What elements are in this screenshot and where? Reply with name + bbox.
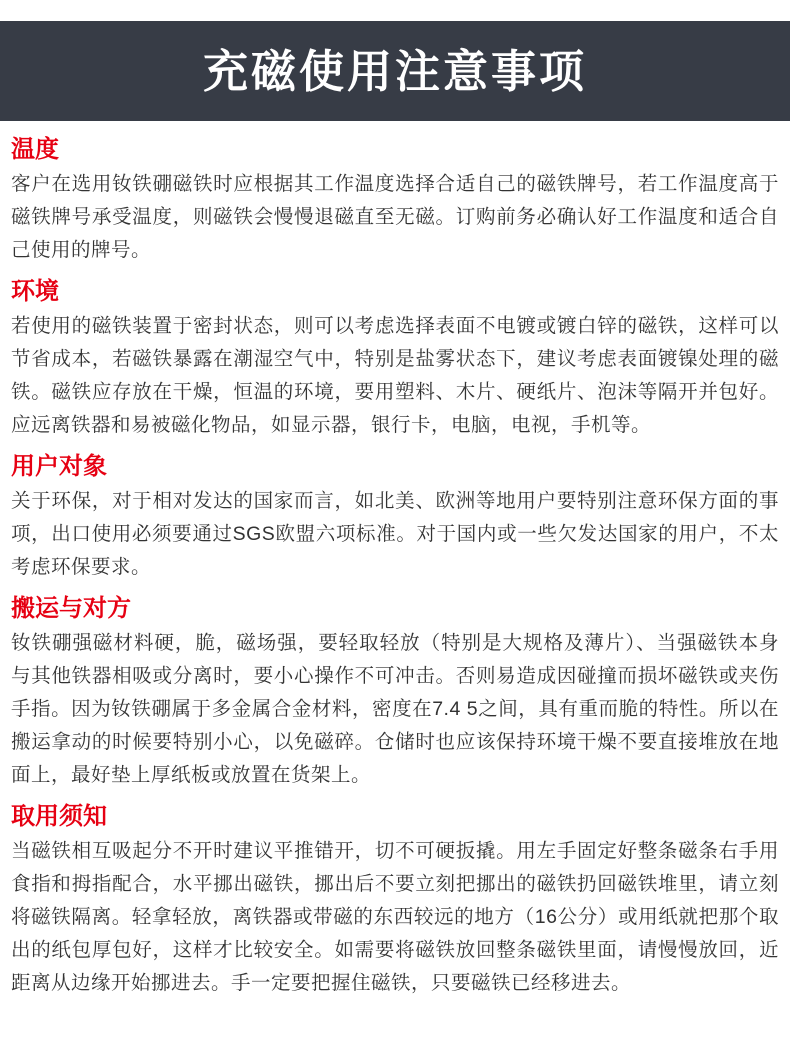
section-body-retrieval-notes: 当磁铁相互吸起分不开时建议平推错开，切不可硬扳撬。用左手固定好整条磁条右手用食指和拇指配合，水平挪出磁铁，挪出后不要立刻把挪出的磁铁扔回磁铁堆里，请立刻将磁铁隔离。轻拿轻放，离铁器或带磁的东西较远的地方（16公分）或用纸就把那个取出的纸包厚包好，这样才比较安全。如需要将磁铁放回整条磁铁里面，请慢慢放回，近距离从边缘开始挪进去。手一定要把握住磁铁，只要磁铁已经移进去。 [11, 840, 779, 994]
section-heading-environment: 环境 [11, 278, 59, 305]
section-temperature [11, 135, 779, 267]
section-body-environment: 若使用的磁铁装置于密封状态，则可以考虑选择表面不电镀或镀白锌的磁铁，这样可以节省成本，若磁铁暴露在潮湿空气中，特别是盐雾状态下，建议考虑表面镀镍处理的磁铁。磁铁应存放在干燥，恒温的环境，要用塑料、木片、硬纸片、泡沫等隔开并包好。应远离铁器和易被磁化物品，如显示器，银行卡，电脑，电视，手机等。 [11, 315, 779, 436]
section-user-audience [11, 452, 779, 584]
title-banner [0, 21, 790, 121]
section-body-temperature: 客户在选用钕铁硼磁铁时应根据其工作温度选择合适自己的磁铁牌号，若工作温度高于磁铁牌号承受温度，则磁铁会慢慢退磁直至无磁。订购前务必确认好工作温度和适合自己使用的牌号。 [11, 173, 779, 261]
section-handling [11, 594, 779, 792]
section-heading-temperature: 温度 [11, 136, 59, 163]
section-heading-user-audience: 用户对象 [11, 453, 107, 480]
notice-content [0, 121, 790, 1018]
page-title: 充磁使用注意事项 [202, 45, 587, 97]
section-heading-retrieval-notes: 取用须知 [11, 803, 107, 830]
magnet-usage-notice-page [0, 21, 790, 1018]
section-heading-handling: 搬运与对方 [11, 595, 131, 622]
section-retrieval-notes [11, 802, 779, 1000]
section-environment [11, 277, 779, 442]
section-body-handling: 钕铁硼强磁材料硬，脆，磁场强，要轻取轻放（特别是大规格及薄片）、当强磁铁本身与其他铁器相吸或分离时，要小心操作不可冲击。否则易造成因碰撞而损坏磁铁或夹伤手指。因为钕铁硼属于多金属合金材料，密度在7.4 5之间，具有重而脆的特性。所以在搬运拿动的时候要特别小心，以免磁碎。仓储时也应该保持环境干燥不要直接堆放在地面上，最好垫上厚纸板或放置在货架上。 [11, 632, 779, 786]
section-body-user-audience: 关于环保，对于相对发达的国家而言，如北美、欧洲等地用户要特别注意环保方面的事项，出口使用必须要通过SGS欧盟六项标准。对于国内或一些欠发达国家的用户，不太考虑环保要求。 [11, 490, 779, 578]
